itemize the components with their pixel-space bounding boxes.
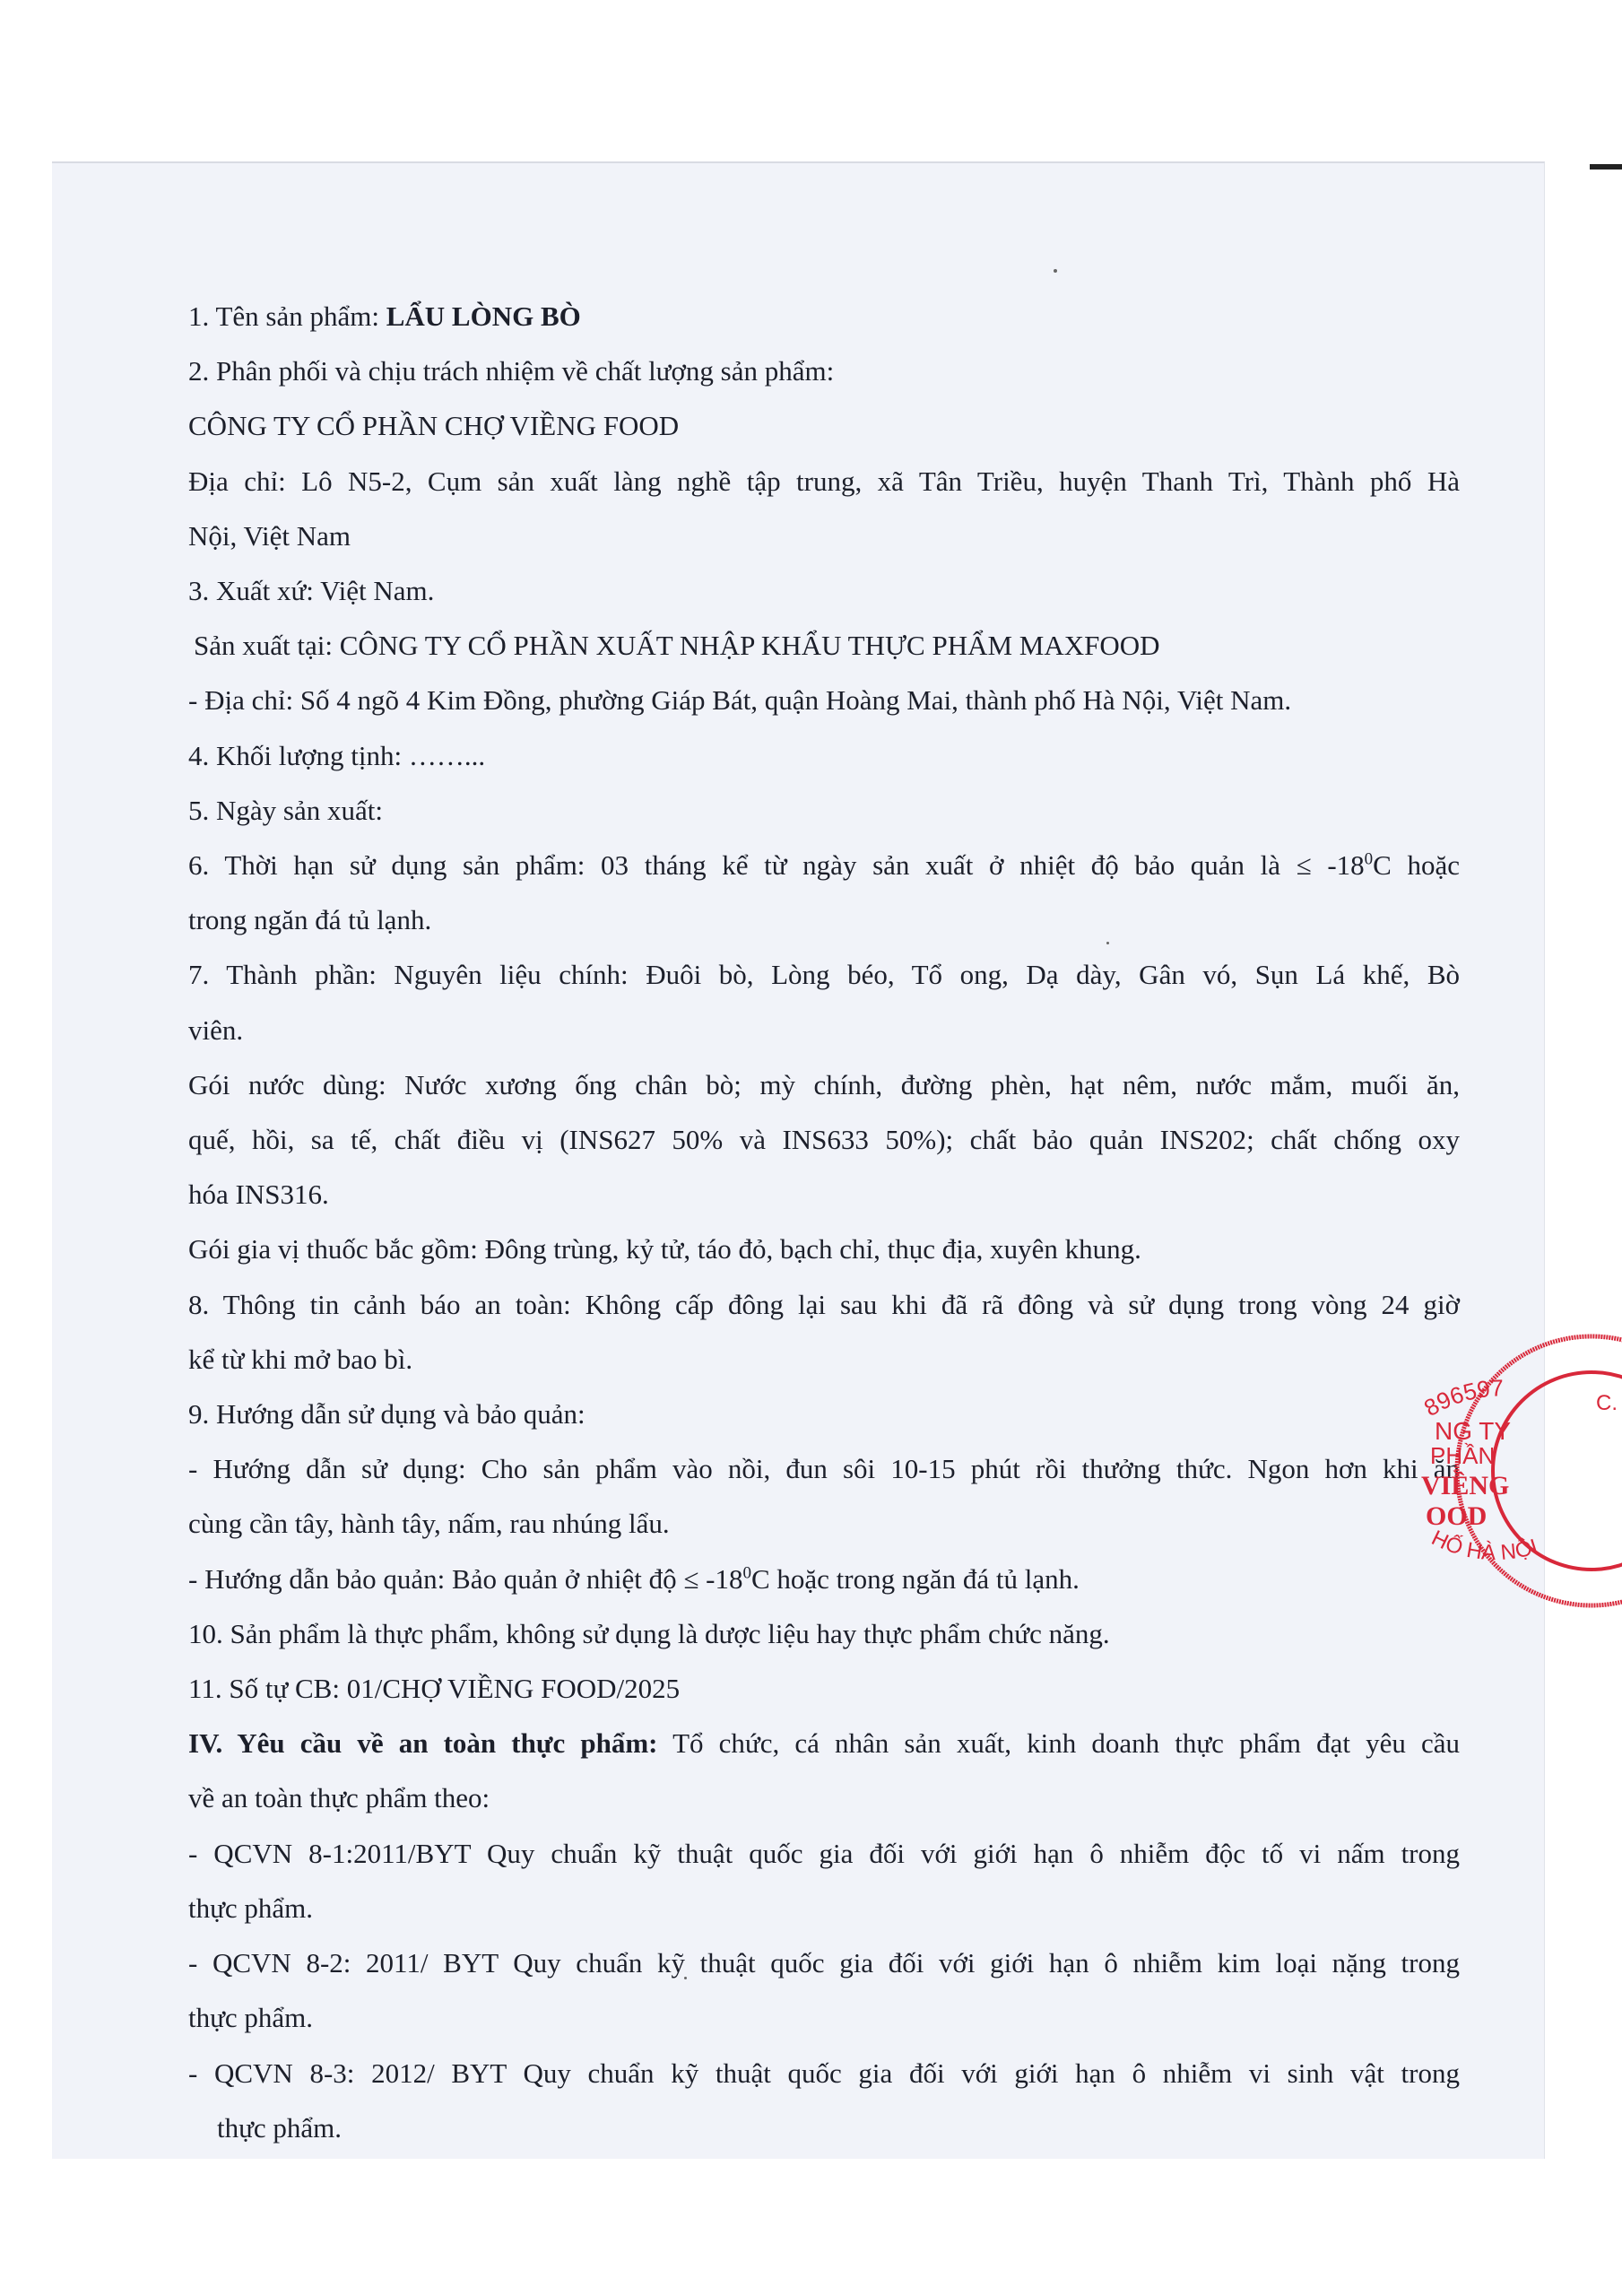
broth-pack: Gói nước dùng: Nước xương ống chân bò; mỳ chính, đường phèn, hạt nêm, nước mắm, muối ăn,	[188, 1068, 1460, 1100]
standard-qcvn-8-2-cont: thực phẩm.	[188, 2002, 314, 2034]
product-type-note: 10. Sản phẩm là thực phẩm, không sử dụng là dược liệu hay thực phẩm chức năng.	[188, 1617, 1110, 1649]
distributor-address: Địa chỉ: Lô N5-2, Cụm sản xuất làng nghề tập trung, xã Tân Triều, huyện Thanh Trì, Thành phố Hà	[188, 465, 1460, 497]
seal-text: C.	[1596, 1391, 1618, 1415]
seal-text: PHẦN	[1430, 1442, 1496, 1469]
shelf-life-cont: trong ngăn đá tủ lạnh.	[188, 904, 432, 936]
usage-instructions: - Hướng dẫn sử dụng: Cho sản phẩm vào nồi, đun sôi 10-15 phút rồi thưởng thức. Ngon hơn khi ăn	[188, 1453, 1460, 1485]
seal-location: HỐ HÀ NỘI	[1427, 1526, 1541, 1566]
net-weight: 4. Khối lượng tịnh: ……...	[188, 739, 486, 771]
product-name: LẨU LÒNG BÒ	[386, 300, 581, 332]
product-name-line: 1. Tên sản phẩm: LẨU LÒNG BÒ	[188, 300, 581, 332]
broth-pack-end: hóa INS316.	[188, 1178, 329, 1211]
broth-pack-cont: quế, hồi, sa tế, chất điều vị (INS627 50% và INS633 50%); chất bảo quản INS202; chất chống oxy	[188, 1124, 1460, 1156]
svg-text:896597	[1419, 1374, 1505, 1422]
standard-qcvn-8-3-cont: thực phẩm.	[217, 2111, 343, 2144]
seal-text: VIỀNG	[1421, 1471, 1510, 1500]
herb-pack: Gói gia vị thuốc bắc gồm: Đông trùng, kỷ tử, táo đỏ, bạch chỉ, thục địa, xuyên khung.	[188, 1233, 1141, 1265]
production-date: 5. Ngày sản xuất:	[188, 794, 383, 826]
scan-edge-mark	[1590, 164, 1622, 170]
standard-qcvn-8-2: - QCVN 8-2: 2011/ BYT Quy chuẩn kỹ thuật quốc gia đối với giới hạn ô nhiễm kim loại nặng trong	[188, 1947, 1460, 1979]
scan-speck	[1054, 269, 1057, 273]
distributor-heading: 2. Phân phối và chịu trách nhiệm về chất lượng sản phẩm:	[188, 355, 835, 387]
standard-qcvn-8-1-cont: thực phẩm.	[188, 1892, 314, 1924]
company-seal-stamp	[1412, 1327, 1622, 1614]
seal-text: OOD	[1426, 1501, 1488, 1531]
seal-registration-number: 896597	[1418, 1374, 1505, 1422]
manufacturer-address: - Địa chỉ: Số 4 ngõ 4 Kim Đồng, phường Giáp Bát, quận Hoàng Mai, thành phố Hà Nội, Việt Nam.	[188, 684, 1292, 717]
section-heading: IV. Yêu cầu về an toàn thực phẩm:	[188, 1727, 658, 1760]
safety-warning-cont: kể từ khi mở bao bì.	[188, 1343, 413, 1375]
usage-instructions-cont: cùng cần tây, hành tây, nấm, rau nhúng lẩu.	[188, 1508, 670, 1540]
self-declaration-number: 11. Số tự CB: 01/CHỢ VIỀNG FOOD/2025	[188, 1673, 681, 1705]
safety-warning: 8. Thông tin cảnh báo an toàn: Không cấp đông lại sau khi đã rã đông và sử dụng trong vòng 24 giờ	[188, 1288, 1460, 1320]
storage-instructions: - Hướng dẫn bảo quản: Bảo quản ở nhiệt độ ≤ $-18^0C$ hoặc trong ngăn đá tủ lạnh.	[188, 1562, 1080, 1595]
origin: 3. Xuất xứ: Việt Nam.	[188, 575, 435, 607]
food-safety-requirements-cont: về an toàn thực phẩm theo:	[188, 1782, 490, 1814]
shelf-life: 6. Thời hạn sử dụng sản phẩm: 03 tháng kể từ ngày sản xuất ở nhiệt độ bảo quản là ≤ $-18^0C$ hoặc	[188, 849, 1460, 882]
manufacturer: Sản xuất tại: CÔNG TY CỔ PHẦN XUẤT NHẬP KHẨU THỰC PHẨM MAXFOOD	[194, 630, 1160, 662]
ingredients: 7. Thành phần: Nguyên liệu chính: Đuôi bò, Lòng béo, Tổ ong, Dạ dày, Gân vó, Sụn Lá khế, Bò	[188, 959, 1460, 991]
standard-qcvn-8-1: - QCVN 8-1:2011/BYT Quy chuẩn kỹ thuật quốc gia đối với giới hạn ô nhiễm độc tố vi nấm trong	[188, 1837, 1460, 1869]
svg-text:HỐ HÀ NỘI	[1427, 1526, 1540, 1565]
ingredients-cont: viên.	[188, 1013, 244, 1046]
distributor-address-cont: Nội, Việt Nam	[188, 519, 351, 552]
standard-qcvn-8-3: - QCVN 8-3: 2012/ BYT Quy chuẩn kỹ thuật quốc gia đối với giới hạn ô nhiễm vi sinh vật trong	[188, 2057, 1460, 2089]
distributor-name: CÔNG TY CỔ PHẦN CHỢ VIỀNG FOOD	[188, 410, 680, 442]
food-safety-requirements: IV. Yêu cầu về an toàn thực phẩm: Tổ chức, cá nhân sản xuất, kinh doanh thực phẩm đạt yêu cầu	[188, 1727, 1460, 1760]
usage-storage-heading: 9. Hướng dẫn sử dụng và bảo quản:	[188, 1398, 585, 1431]
document-body	[188, 289, 1460, 2155]
seal-text: NG TY	[1435, 1417, 1512, 1445]
